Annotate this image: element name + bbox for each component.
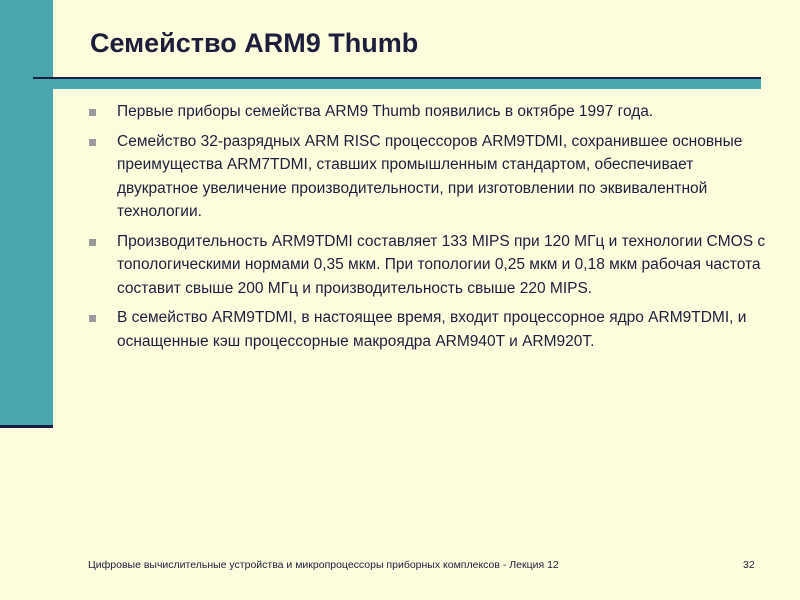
bullet-item [88,130,768,224]
title-rule-shadow [53,79,761,89]
side-accent-bar [0,0,53,428]
side-bar-divider [0,425,53,428]
page-number: 32 [743,559,755,571]
slide-title: Семейство ARM9 Thumb [90,28,419,58]
bullet-text: В семейство ARM9TDMI, в настоящее время, входит процессорное ядро ARM9TDMI, и оснащенные кэш процессорные макроядра ARM940T и ARM920T. [117,309,747,350]
bullet-item [88,306,768,353]
square-bullet-icon [89,109,96,116]
bullet-item [88,230,768,301]
bullet-text: Семейство 32-разрядных ARM RISC процессоров ARM9TDMI, сохранившее основные преимущества ARM7TDMI, ставших промышленным стандартом, обеспечивает двукратное увеличение производительности, при изготовлении по эквивалентной технологии. [117,132,743,220]
bullet-item [88,100,768,124]
square-bullet-icon [89,315,96,322]
slide-footer: Цифровые вычислительные устройства и микропроцессоры приборных комплексов - Лекция 12 [88,559,559,571]
bullet-list [88,100,768,359]
bullet-text: Первые приборы семейства ARM9 Thumb появились в октябре 1997 года. [117,103,654,120]
title-divider [33,77,761,79]
bullet-text: Производительность ARM9TDMI составляет 133 MIPS при 120 МГц и технологии CMOS с топологическими нормами 0,35 мкм. При топологии 0,25 мкм и 0,18 мкм рабочая частота составит свыше 200 МГц и производительность свыше 220 MIPS. [117,232,766,297]
square-bullet-icon [89,139,96,146]
square-bullet-icon [89,239,96,246]
